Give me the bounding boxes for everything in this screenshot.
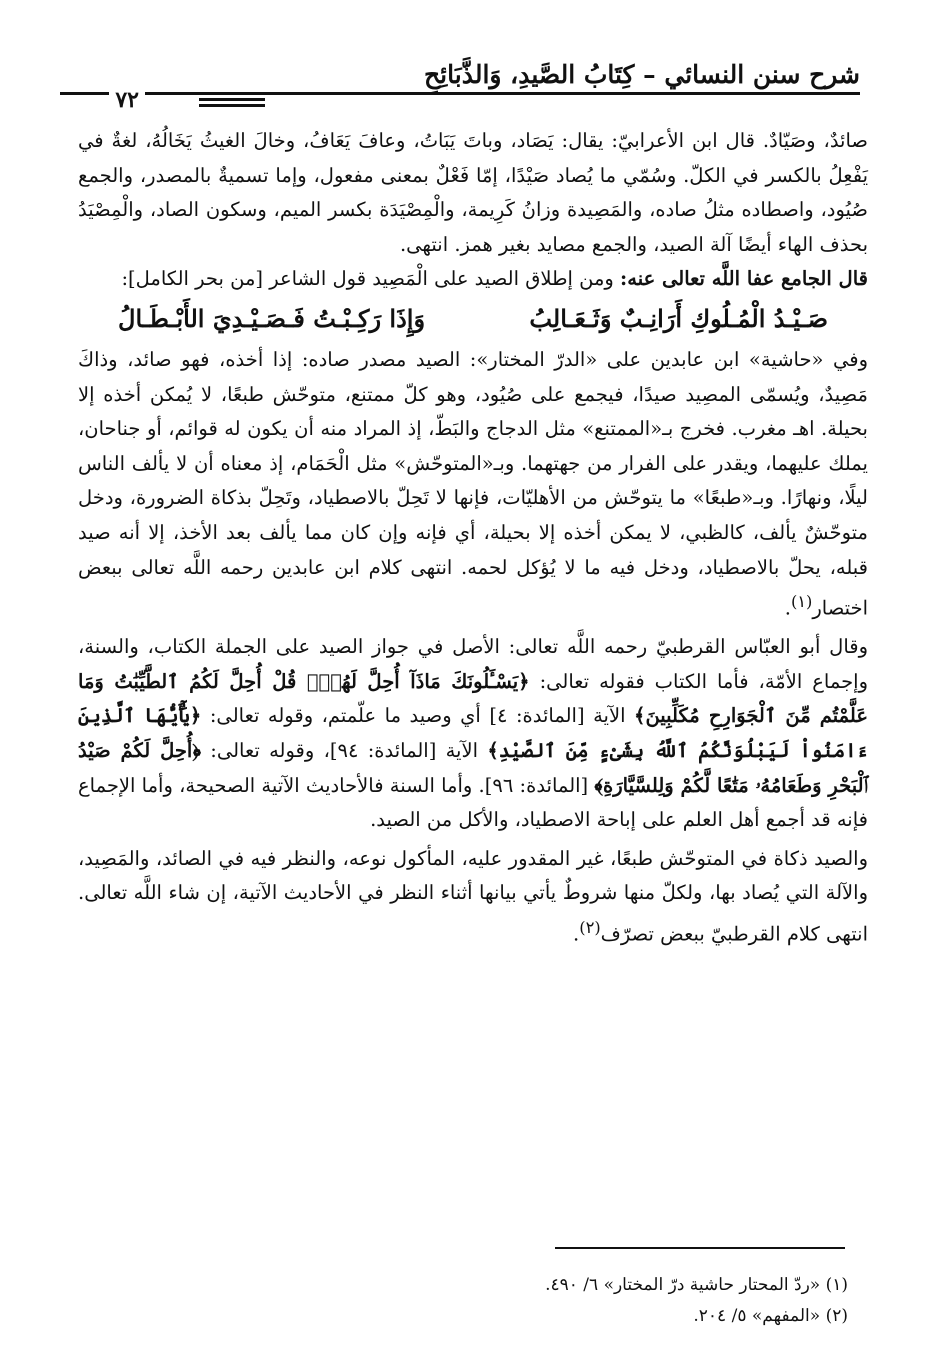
paragraph-text: وقال أبو العبّاس القرطبيّ رحمه اللَّه تعالى: الأصل في جواز الصيد على الجملة الكتاب، والسنة، وإجماع الأمّة، فأما الكتاب فقوله تعالى: [78,635,868,693]
quran-verse: ﴿أُحِلَّ لَكُمْ صَيْدُ ٱلْبَحْرِ وَطَعَامُهُۥ مَتَٰعًا لَّكُمْ وَلِلسَّيَّارَةِ﴾ [78,739,869,797]
paragraph [78,124,868,262]
footnote-marker: (١) [790,592,813,612]
paragraph-text: الآية [المائدة: ٩٤]، وقوله تعالى: [200,739,488,762]
header-title: شرح سنن النسائي – كِتَابُ الصَّيدِ، وَالذَّبَائِحِ [424,60,860,89]
poetry-verse [78,297,868,343]
footnote-separator [555,1247,845,1249]
paragraph-text: ومن إطلاق الصيد على الْمَصِيد قول الشاعر [من بحر الكامل]: [121,267,621,291]
paragraph: وفي «حاشية» ابن عابدين على «الدرّ المختار»: الصيد مصدر صاده: إذا أخذه، فهو صائد، وذاكَ مَصِيدٌ، ويُسمّى المصِيد صيدًا، فيجمع على صُيُود، وهو كلّ ممتنع، متوحّش طبعًا، لا يُمكن أخذه إلا بحيلة. اهـ مغرب. فخرج بـ«الممتنع» مثل الدجاج والبَطّ، إذ المراد منه أن يكون له قوائم، أو جناحان، يملك عليهما، ويقدر على الفرار من جهتهما. وبـ«المتوحّش» مثل الْحَمَام، إذ معناه أن لا يألف الناس ليلًا، ونهارًا. وبـ«طبعًا» ما يتوحّش من الأهليّات، فإنها لا تَحِلّ بالاصطياد، وتَحِلّ بذكاة الضرورة، ودخل متوحّشٌ يألف، كالظبي، لا يمكن أخذه إلا بحيلة، أي فإنه وإن كان مما يألف بعد الأخذ، إلا أنه صيد قبله، يحلّ بالاصطياد، ودخل فيه ما لا يُؤكل لحمه. انتهى كلام ابن عابدين رحمه اللَّه تعالى ببعض اختصار$^{(١)}$. [78,347,868,620]
header-rule [60,92,860,95]
footnote-marker: (٢) [579,917,601,937]
main-text [78,124,868,952]
quran-verse: ﴿يَٰٓأَيُّهَا ٱلَّذِينَ ءَامَنُواْ لَيَبْلُوَنَّكُمُ ٱللَّهُ بِشَىْءٍ مِّنَ ٱلصَّيْدِ﴾ [78,704,868,762]
paragraph [78,262,868,297]
verse-second-hemistich: وَإِذَا رَكِـبْـتُ فَـصَـيْـدِيَ الأَبْـطَـالُ [118,303,426,333]
paragraph-text: الآية [المائدة: ٤] أي وصيد ما علّمتم، وقوله تعالى: [201,704,635,728]
footnote: (٢) «المفهم» ٥/ ٢٠٤. [693,1306,848,1326]
page-number: ٧٢ [109,86,145,114]
running-header [60,56,860,116]
paragraph-text: صائدٌ، وصَيّادٌ. قال ابن الأعرابيّ: يقال: يَصَاد، وباتَ يَبَاتُ، وعافَ يَعَافُ، وخالَ الغيثُ يَخَالُهُ، لغةٌ في يَفْعِلُ بالكسر في الكلّ. وسُمّي ما يُصاد صَيْدًا، إمّا فَعْلٌ بمعنى مفعول، وإما تسميةٌ بالمصدر، والجمع صُيُود، واصطاده مثلُ صاده، والمَصِيدة وزانُ كَرِيمة، والْمِصْيَدَة بكسر الميم، وسكون الصاد، والْمِصْيَدُ بحذف الهاء أيضًا آلة الصيد، والجمع مصايد بغير همز. انتهى. [78,129,868,256]
paragraph [78,630,868,838]
paragraph: والصيد ذكاة في المتوحّش طبعًا، غير المقدور عليه، المأكول نوعه، والنظر فيه في الصائد، والمَصِيد، والآلة التي يُصاد بها، ولكلّ منها شروطٌ يأتي بيانها أثناء النظر في الأحاديث الآتية، إن شاء اللَّه تعالى. انتهى كلام القرطبيّ ببعض تصرّف$^{(٢)}$. [78,846,868,946]
speaker-label: قال الجامع عفا اللَّه تعالى عنه: [620,267,868,291]
paragraph-text: والصيد ذكاة في المتوحّش طبعًا، غير المقدور عليه، المأكول نوعه، والنظر فيه في الصائد، والمَصِيد، والآلة التي يُصاد بها، ولكلّ منها شروطٌ يأتي بيانها أثناء النظر في الأحاديث الآتية، إن شاء اللَّه تعالى. انتهى كلام القرطبيّ ببعض تصرّف [78,846,868,946]
quran-verse: ﴿يَسْـَٔلُونَكَ مَاذَآ أُحِلَّ لَهُمْۖ قُلْ أُحِلَّ لَكُمُ ٱلطَّيِّبَٰتُ وَمَا عَلَّمْتُم مِّنَ ٱلْجَوَارِحِ مُكَلِّبِينَ﴾ [78,669,868,728]
paragraph-text: [المائدة: ٩٦]. وأما السنة فالأحاديث الآتية الصحيحة، وأما الإجماع فإنه قد أجمع أهل العلم على إباحة الاصطياد، والأكل من الصيد. [78,773,868,832]
paragraph-text: وفي «حاشية» ابن عابدين على «الدرّ المختار»: الصيد مصدر صاده: إذا أخذه، فهو صائد، وذاكَ مَصِيدٌ، ويُسمّى المصِيد صيدًا، فيجمع على صُيُود، وهو كلّ ممتنع، متوحّش طبعًا، لا يُمكن أخذه إلا بحيلة. اهـ مغرب. فخرج بـ«الممتنع» مثل الدجاج والبَطّ، إذ المراد منه أن يكون له قوائم، أو جناحان، يملك عليهما، ويقدر على الفرار من جهتهما. وبـ«المتوحّش» مثل الْحَمَام، إذ معناه أن لا يألف الناس ليلًا، ونهارًا. وبـ«طبعًا» ما يتوحّش من الأهليّات، فإنها لا تَحِلّ بالاصطياد، وتَحِلّ بذكاة الضرورة، ودخل متوحّشٌ يألف، كالظبي، لا يمكن أخذه إلا بحيلة، أي فإنه وإن كان مما يألف بعد الأخذ، إلا أنه صيد قبله، يحلّ بالاصطياد، ودخل فيه ما لا يُؤكل لحمه. انتهى كلام ابن عابدين رحمه اللَّه تعالى ببعض اختصار [78,347,868,620]
footnote: (١) «ردّ المحتار حاشية درّ المختار» ٦/ ٤٩٠. [545,1275,848,1295]
page-number-ornament [199,98,265,110]
verse-first-hemistich: صَـيْـدُ الْمُـلُوكِ أَرَانِـبٌ وَثَـعَـالِبُ [529,303,828,333]
footnotes [78,1270,848,1332]
